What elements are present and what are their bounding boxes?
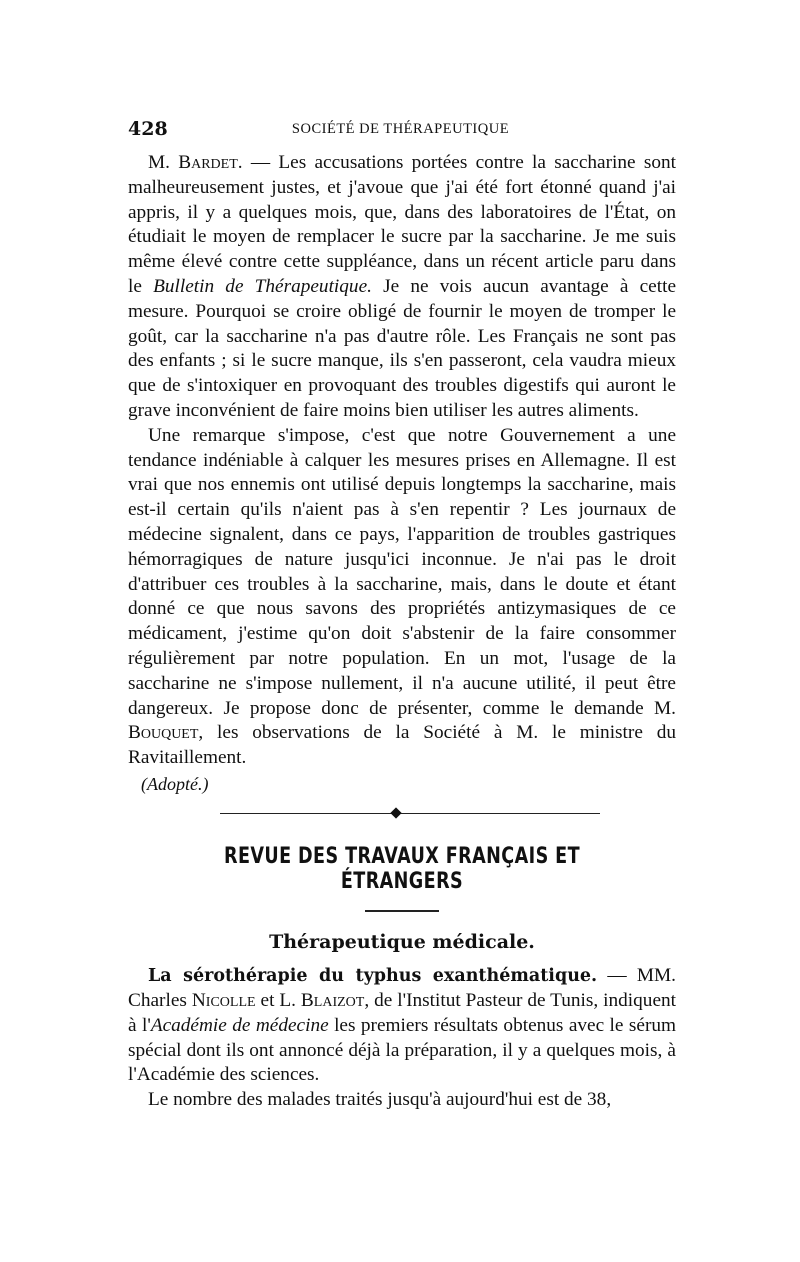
section-separator bbox=[128, 803, 676, 825]
separator-line bbox=[220, 813, 600, 814]
title-rule bbox=[365, 910, 439, 912]
paragraph-text: — MM. Charles bbox=[128, 965, 676, 1011]
page-number: 428 bbox=[128, 118, 168, 140]
speaker-name: M. Bardet. bbox=[148, 152, 243, 173]
adopted-note: (Adopté.) bbox=[141, 773, 209, 794]
section-title: REVUE DES TRAVAUX FRANÇAIS ET ÉTRANGERS bbox=[224, 843, 580, 894]
person-name: Bouquet bbox=[128, 722, 199, 744]
paragraph-bardet-1 bbox=[128, 151, 676, 424]
paragraph-text: et L. bbox=[255, 989, 301, 1011]
page-header bbox=[128, 118, 673, 140]
subsection-title: Thérapeutique médicale. bbox=[269, 931, 535, 954]
page-body bbox=[128, 151, 676, 1113]
person-name: Blaizot bbox=[300, 989, 365, 1011]
running-title: SOCIÉTÉ DE THÉRAPEUTIQUE bbox=[291, 121, 510, 137]
paragraph-bardet-2 bbox=[128, 424, 676, 771]
paragraph-text: Je ne vois aucun avantage à cette mesure. Pourquoi se croire obligé de fournir le moyen de tromper le goût, car la saccharine n'a pas d'autre rôle. Les Français ne sont pas des enfants ; si le sucre manque, ils s'en passeront, cela vaudra mieux que de s'intoxiquer en provoquant des troubles digestifs qui auront le grave inconvénient de faire moins bien utiliser les autres aliments. bbox=[128, 275, 676, 421]
institution-name: Académie de médecine bbox=[150, 1014, 329, 1036]
paragraph-text: Une remarque s'impose, c'est que notre Gouvernement a une tendance indéniable à calquer les mesures prises en Allemagne. Il est vrai que nos ennemis ont utilisé depuis longtemps la saccharine, mais est-il certain qu'ils n'aient pas à s'en repentir ? Les journaux de médecine signalent, dans ce pays, l'apparition de troubles gastriques hémorragiques de nature jusqu'ici inconnue. Je n'ai pas le droit d'attribuer ces troubles à la saccharine, mais, dans le doute et étant donné ce que nous savons des propriétés antizymasiques de ce médicament, j'estime qu'on doit s'abstenir de la faire consommer régulièrement par notre population. En un mot, l'usage de la saccharine ne s'impose nullement, il n'a aucune utilité, il peut être dangereux. Je propose donc de présenter, comme le demande M. bbox=[128, 424, 676, 719]
paragraph-text: — Les accusations portées contre la saccharine sont malheureusement justes, et j'avoue que j'ai été fort étonné quand j'ai appris, il y a quelques mois, que, dans des laboratoires de l'État, on étudiait le moyen de remplacer le sucre par la saccharine. Je me suis même élevé contre cette suppléance, dans un récent article paru dans le bbox=[128, 152, 676, 297]
paragraph-text: , les observations de la Société à M. le ministre du Ravitaillement. bbox=[128, 722, 676, 769]
journal-title: Bulletin de Thérapeutique. bbox=[153, 275, 372, 297]
paragraph-serotherapie bbox=[128, 964, 676, 1088]
paragraph-text: , de l'Institut Pasteur de Tunis, indiquent à l' bbox=[128, 989, 676, 1036]
separator-diamond-ornament bbox=[390, 807, 401, 818]
paragraph-patients: Le nombre des malades traités jusqu'à aujourd'hui est de 38, bbox=[148, 1089, 612, 1111]
person-name: Nicolle bbox=[191, 989, 256, 1011]
article-lead: La sérothérapie du typhus exanthématique. bbox=[148, 966, 598, 987]
paragraph-text: les premiers résultats obtenus avec le sérum spécial dont ils ont annoncé déjà la préparation, il y a quelques mois, à l'Académie des sciences. bbox=[128, 1014, 677, 1086]
